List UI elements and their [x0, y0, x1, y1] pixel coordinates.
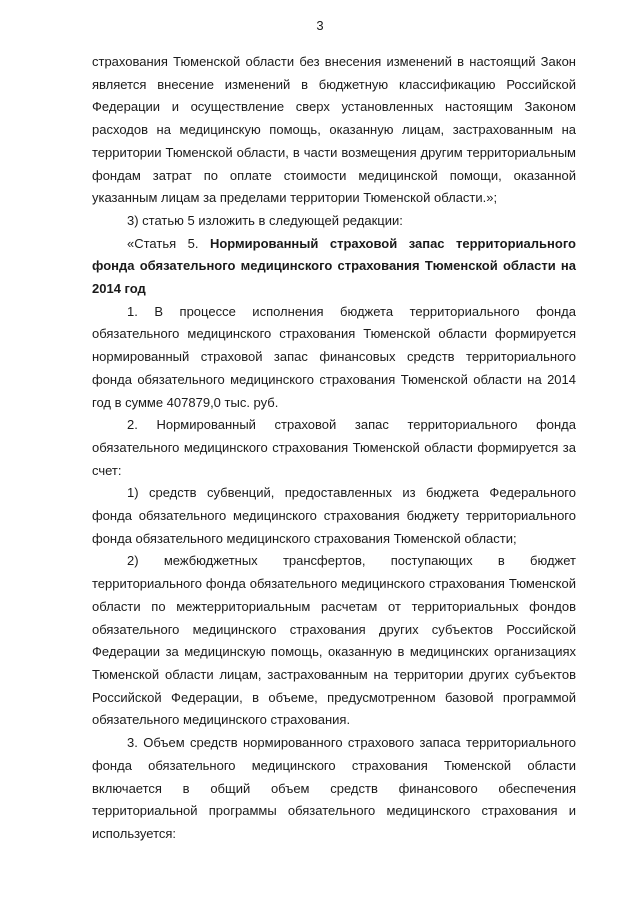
paragraph-clause-2: 2. Нормированный страховой запас территориального фонда обязательного медицинского страхования Тюменской области формируется за счет:	[92, 417, 576, 478]
paragraph-clause-3: 3. Объем средств нормированного страхового запаса территориального фонда обязательного медицинского страхования Тюменской области включается в общий объем средств финансового обеспечения территориальной программы обязательного медицинского страхования и используется:	[92, 735, 576, 841]
paragraph-item-3: 3) статью 5 изложить в следующей редакции:	[127, 212, 403, 228]
document-body	[92, 51, 576, 846]
page-number: 3	[316, 18, 324, 33]
article-5-heading	[92, 233, 576, 301]
paragraph-subclause-1: 1) средств субвенций, предоставленных из бюджета Федерального фонда обязательного медицинского страхования бюджету территориального фонда обязательного медицинского страхования Тюменской области;	[92, 485, 576, 546]
article-5-prefix: «Статья 5.	[127, 235, 210, 251]
paragraph-clause-1: 1. В процессе исполнения бюджета территориального фонда обязательного медицинского страхования Тюменской области формируется нормированный страховой запас финансовых средств территориального фонда обязательного медицинского страхования Тюменской области на 2014 год в сумме 407879,0 тыс. руб.	[92, 303, 576, 410]
paragraph-continuation: страхования Тюменской области без внесения изменений в настоящий Закон является внесение изменений в бюджетную классификацию Российской Федерации и осуществление сверх установленных настоящим Законом расходов на медицинскую помощь, оказанную лицам, застрахованным на территории Тюменской области, в части возмещения другим территориальным фондам затрат по оплате стоимости медицинской помощи, оказанной указанным лицам за пределами территории Тюменской области.»;	[92, 54, 576, 206]
article-5-title: Нормированный страховой запас территориального фонда обязательного медицинского страхования Тюменской области на 2014 год	[92, 235, 577, 297]
paragraph-subclause-2: 2) межбюджетных трансфертов, поступающих в бюджет территориального фонда обязательного медицинского страхования Тюменской области по межтерриториальным расчетам от территориальных фондов обязательного медицинского страхования других субъектов Российской Федерации за медицинскую помощь, оказанную в медицинских организациях Тюменской области лицам, застрахованным на территории других субъектов Российской Федерации, в объеме, предусмотренном базовой программой обязательного медицинского страхования.	[92, 553, 576, 728]
